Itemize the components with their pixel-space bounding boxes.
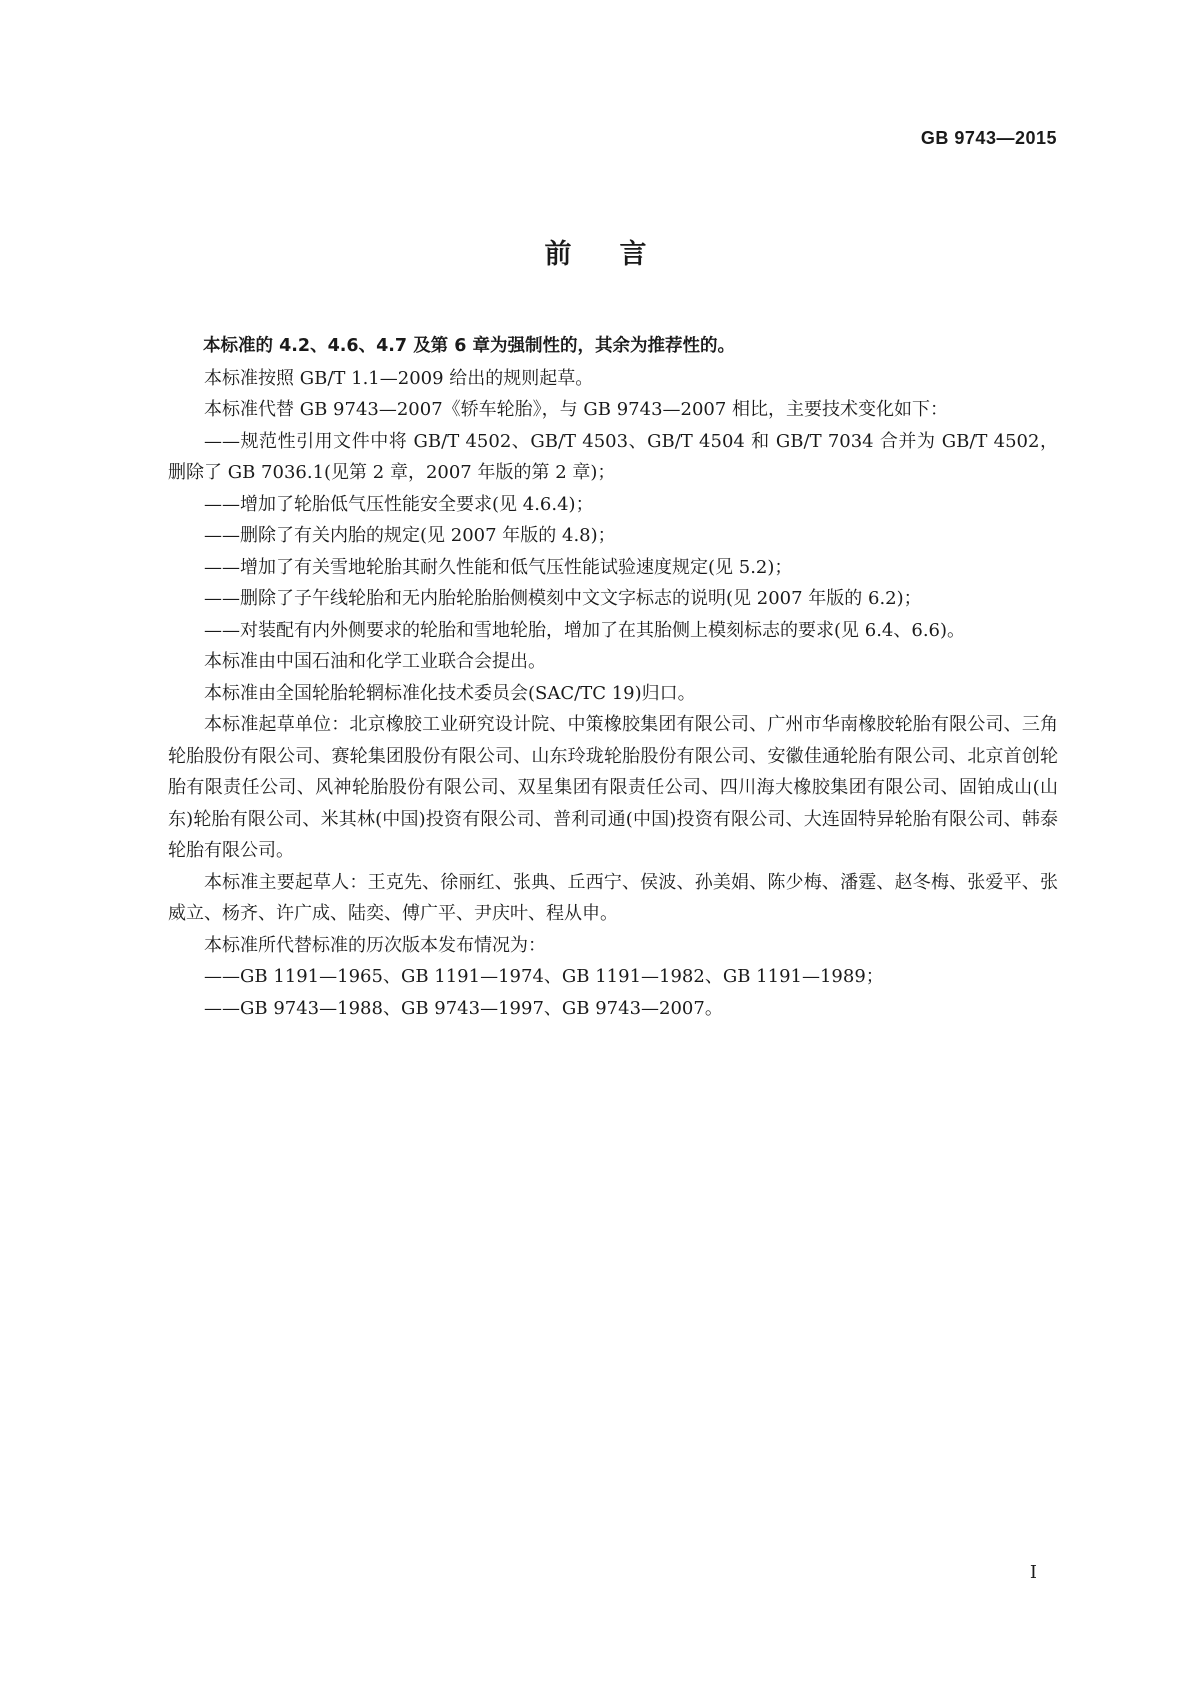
history-intro-paragraph: 本标准所代替标准的历次版本发布情况为： (204, 934, 546, 956)
change-item: ——增加了有关雪地轮胎其耐久性能和低气压性能试验速度规定(见 5.2)； (204, 556, 793, 578)
history-item: ——GB 9743—1988、GB 9743—1997、GB 9743—2007。 (204, 997, 723, 1019)
proposer-paragraph: 本标准由中国石油和化学工业联合会提出。 (204, 651, 546, 672)
mandatory-clause-statement: 本标准的 4.2、4.6、4.7 及第 6 章为强制性的，其余为推荐性的。 (203, 336, 736, 356)
replacement-paragraph: 本标准代替 GB 9743—2007《轿车轮胎》，与 GB 9743—2007 相比，主要技术变化如下： (204, 399, 949, 420)
history-item: ——GB 1191—1965、GB 1191—1974、GB 1191—1982、GB 1191—1989； (204, 966, 884, 987)
change-item: ——对装配有内外侧要求的轮胎和雪地轮胎，增加了在其胎侧上模刻标志的要求(见 6.4、6.6)。 (204, 619, 966, 641)
page-number: I (1029, 1562, 1037, 1583)
change-item: ——增加了轮胎低气压性能安全要求(见 4.6.4)； (204, 493, 594, 515)
drafting-units-paragraph: 本标准起草单位：北京橡胶工业研究设计院、中策橡胶集团有限公司、广州市华南橡胶轮胎有限公司、三角轮胎股份有限公司、赛轮集团股份有限公司、山东玲珑轮胎股份有限公司、安徽佳通轮胎有限公司、北京首创轮胎有限责任公司、风神轮胎股份有限公司、双星集团有限责任公司、四川海大橡胶集团有限公司、固铂成山(山东)轮胎有限公司、米其林(中国)投资有限公司、普利司通(中国)投资有限公司、大连固特异轮胎有限公司、韩泰轮胎有限公司。 (168, 714, 1058, 861)
change-item: ——删除了有关内胎的规定(见 2007 年版的 4.8)； (204, 525, 616, 546)
administrator-paragraph: 本标准由全国轮胎轮辋标准化技术委员会(SAC/TC 19)归口。 (204, 682, 696, 704)
drafters-paragraph: 本标准主要起草人：王克先、徐丽红、张典、丘西宁、侯波、孙美娟、陈少梅、潘霆、赵冬梅、张爱平、张威立、杨齐、许广成、陆奕、傅广平、尹庆叶、程从申。 (168, 871, 1058, 924)
change-item: ——规范性引用文件中将 GB/T 4502、GB/T 4503、GB/T 4504 和 GB/T 7034 合并为 GB/T 4502，删除了 GB 7036.1(见第 2 章，2007 年版的第 2 章)； (168, 430, 1058, 483)
standard-code: GB 9743—2015 (920, 128, 1057, 148)
page-title: 前言 (544, 239, 695, 270)
change-item: ——删除了子午线轮胎和无内胎轮胎胎侧模刻中文文字标志的说明(见 2007 年版的 6.2)； (204, 588, 922, 609)
drafting-rules-paragraph: 本标准按照 GB/T 1.1—2009 给出的规则起草。 (204, 367, 594, 389)
foreword-body (168, 331, 1058, 1024)
